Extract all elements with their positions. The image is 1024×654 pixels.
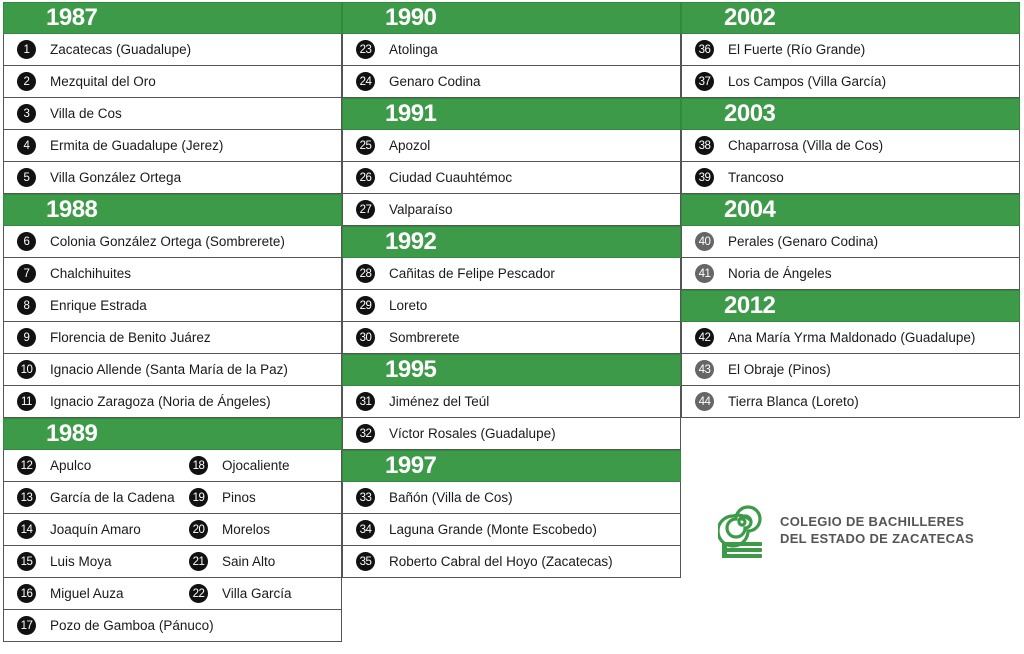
campus-entry <box>356 296 427 315</box>
table-row <box>681 354 1020 386</box>
table-row <box>342 34 681 66</box>
campus-number-badge: 6 <box>17 232 36 251</box>
campus-number-badge: 9 <box>17 328 36 347</box>
campus-name: Perales (Genaro Codina) <box>728 234 879 249</box>
campus-entry <box>695 360 831 379</box>
year-header: 1992 <box>342 226 681 258</box>
campus-number-badge: 44 <box>695 392 714 411</box>
campus-entry <box>695 264 832 283</box>
campus-entry <box>17 552 189 571</box>
campus-entry <box>695 168 784 187</box>
campus-number-badge: 26 <box>356 168 375 187</box>
campus-number-badge: 42 <box>695 328 714 347</box>
campus-number-badge: 20 <box>189 520 208 539</box>
table-row <box>342 66 681 98</box>
campus-name: Chaparrosa (Villa de Cos) <box>728 138 884 153</box>
logo-line-1: COLEGIO DE BACHILLERES <box>780 514 965 529</box>
campus-name: Miguel Auza <box>50 586 124 601</box>
year-header: 1989 <box>3 418 342 450</box>
campus-name: Ciudad Cuauhtémoc <box>389 170 513 185</box>
column-2002-2012 <box>681 2 1020 418</box>
table-row <box>681 322 1020 354</box>
campus-number-badge: 22 <box>189 584 208 603</box>
campus-name: Loreto <box>389 298 428 313</box>
campus-entry <box>17 616 214 635</box>
campus-name: Mezquital del Oro <box>50 74 156 89</box>
campus-entry <box>17 136 223 155</box>
table-row <box>3 34 342 66</box>
campus-number-badge: 35 <box>356 552 375 571</box>
year-header: 1995 <box>342 354 681 386</box>
logo-line-2: DEL ESTADO DE ZACATECAS <box>780 531 974 546</box>
campus-number-badge: 38 <box>695 136 714 155</box>
campus-entry <box>356 72 481 91</box>
campus-number-badge: 13 <box>17 488 36 507</box>
campus-entry <box>17 296 147 315</box>
campus-entry <box>695 232 878 251</box>
campus-entry <box>356 552 613 571</box>
table-row <box>3 98 342 130</box>
table-row <box>342 546 681 578</box>
campus-entry <box>189 520 270 539</box>
campus-name: García de la Cadena <box>50 490 175 505</box>
campus-number-badge: 34 <box>356 520 375 539</box>
table-row <box>3 482 342 514</box>
campus-name: Florencia de Benito Juárez <box>50 330 211 345</box>
campus-number-badge: 39 <box>695 168 714 187</box>
campus-name: Villa González Ortega <box>50 170 182 185</box>
campus-number-badge: 40 <box>695 232 714 251</box>
table-row <box>342 194 681 226</box>
campus-number-badge: 24 <box>356 72 375 91</box>
campus-name: Jiménez del Teúl <box>389 394 490 409</box>
campus-entry <box>356 264 555 283</box>
campus-entry <box>695 392 859 411</box>
year-header: 1988 <box>3 194 342 226</box>
campus-number-badge: 15 <box>17 552 36 571</box>
year-header: 1997 <box>342 450 681 482</box>
campus-name: Trancoso <box>728 170 784 185</box>
campus-name: Luis Moya <box>50 554 112 569</box>
campus-number-badge: 5 <box>17 168 36 187</box>
campus-name: Pozo de Gamboa (Pánuco) <box>50 618 214 633</box>
campus-entry <box>695 328 975 347</box>
campus-entry <box>17 168 181 187</box>
institution-logo <box>718 500 974 560</box>
campus-name: Ojocaliente <box>222 458 290 473</box>
campus-entry <box>17 328 211 347</box>
campus-name: Zacatecas (Guadalupe) <box>50 42 192 57</box>
campus-entry <box>356 392 489 411</box>
campus-name: Ana María Yrma Maldonado (Guadalupe) <box>728 330 976 345</box>
campus-name: Roberto Cabral del Hoyo (Zacatecas) <box>389 554 613 569</box>
campus-number-badge: 43 <box>695 360 714 379</box>
spiral-book-icon <box>718 500 766 560</box>
table-row <box>681 130 1020 162</box>
campus-number-badge: 25 <box>356 136 375 155</box>
campus-number-badge: 11 <box>17 392 36 411</box>
campus-number-badge: 19 <box>189 488 208 507</box>
campus-name: Víctor Rosales (Guadalupe) <box>389 426 556 441</box>
campus-name: Ignacio Zaragoza (Noria de Ángeles) <box>50 394 271 409</box>
campus-number-badge: 36 <box>695 40 714 59</box>
campus-name: Noria de Ángeles <box>728 266 832 281</box>
campus-number-badge: 30 <box>356 328 375 347</box>
campus-number-badge: 21 <box>189 552 208 571</box>
campus-number-badge: 12 <box>17 456 36 475</box>
campus-entry <box>17 488 189 507</box>
campus-entry <box>17 232 285 251</box>
campus-entry <box>17 392 271 411</box>
campus-number-badge: 7 <box>17 264 36 283</box>
table-row <box>3 546 342 578</box>
campus-number-badge: 41 <box>695 264 714 283</box>
table-row <box>342 290 681 322</box>
table-row <box>342 418 681 450</box>
campus-number-badge: 8 <box>17 296 36 315</box>
table-row <box>342 482 681 514</box>
campus-entry <box>356 168 512 187</box>
year-header: 1987 <box>3 2 342 34</box>
campus-entry <box>695 72 886 91</box>
campus-entry <box>695 40 865 59</box>
campus-entry <box>356 424 556 443</box>
campus-number-badge: 14 <box>17 520 36 539</box>
campus-number-badge: 27 <box>356 200 375 219</box>
table-row <box>3 66 342 98</box>
table-row <box>342 386 681 418</box>
campus-entry <box>356 200 453 219</box>
table-row <box>3 578 342 610</box>
campus-number-badge: 2 <box>17 72 36 91</box>
campus-entry <box>695 136 883 155</box>
table-row <box>342 130 681 162</box>
campus-entry <box>356 520 597 539</box>
campus-number-badge: 29 <box>356 296 375 315</box>
campus-name: Colonia González Ortega (Sombrerete) <box>50 234 285 249</box>
campus-number-badge: 3 <box>17 104 36 123</box>
campus-number-badge: 17 <box>17 616 36 635</box>
year-header: 1991 <box>342 98 681 130</box>
campus-number-badge: 10 <box>17 360 36 379</box>
table-row <box>3 322 342 354</box>
table-row <box>3 514 342 546</box>
campus-number-badge: 32 <box>356 424 375 443</box>
year-header: 2012 <box>681 290 1020 322</box>
campus-name: Enrique Estrada <box>50 298 147 313</box>
table-row <box>342 322 681 354</box>
campus-name: Apozol <box>389 138 431 153</box>
campus-name: Genaro Codina <box>389 74 481 89</box>
campus-name: Laguna Grande (Monte Escobedo) <box>389 522 597 537</box>
table-row <box>3 130 342 162</box>
campus-number-badge: 1 <box>17 40 36 59</box>
campus-entry <box>17 104 122 123</box>
table-row <box>3 610 342 642</box>
table-row <box>342 258 681 290</box>
year-header: 2002 <box>681 2 1020 34</box>
table-row <box>3 162 342 194</box>
campus-entry <box>189 552 275 571</box>
campus-entry <box>189 584 292 603</box>
year-header: 2004 <box>681 194 1020 226</box>
campus-name: Sombrerete <box>389 330 460 345</box>
campus-name: Villa de Cos <box>50 106 122 121</box>
table-row <box>3 354 342 386</box>
table-row <box>3 226 342 258</box>
campus-entry <box>356 136 430 155</box>
campus-name: Morelos <box>222 522 271 537</box>
campus-name: Ermita de Guadalupe (Jerez) <box>50 138 224 153</box>
campus-name: Tierra Blanca (Loreto) <box>728 394 859 409</box>
campus-number-badge: 37 <box>695 72 714 91</box>
campus-entry <box>17 264 131 283</box>
campus-name: Los Campos (Villa García) <box>728 74 887 89</box>
campus-entry <box>17 72 156 91</box>
table-row <box>681 226 1020 258</box>
column-1990-1997 <box>342 2 681 578</box>
campus-name: El Fuerte (Río Grande) <box>728 42 866 57</box>
campus-name: Chalchihuites <box>50 266 132 281</box>
campus-name: Villa García <box>222 586 292 601</box>
table-row <box>681 162 1020 194</box>
campus-number-badge: 23 <box>356 40 375 59</box>
table-row <box>681 34 1020 66</box>
campus-entry <box>189 456 290 475</box>
campus-entry <box>189 488 256 507</box>
campus-name: Ignacio Allende (Santa María de la Paz) <box>50 362 288 377</box>
campus-number-badge: 4 <box>17 136 36 155</box>
campus-name: Cañitas de Felipe Pescador <box>389 266 555 281</box>
campus-name: Valparaíso <box>389 202 453 217</box>
campus-number-badge: 18 <box>189 456 208 475</box>
table-row <box>3 290 342 322</box>
campus-name: Bañón (Villa de Cos) <box>389 490 513 505</box>
year-header: 1990 <box>342 2 681 34</box>
campus-entry <box>17 456 189 475</box>
campus-name: Atolinga <box>389 42 438 57</box>
table-row <box>342 514 681 546</box>
campus-number-badge: 16 <box>17 584 36 603</box>
campus-entry <box>356 328 460 347</box>
table-row <box>342 162 681 194</box>
campus-entry <box>356 488 513 507</box>
table-row <box>681 66 1020 98</box>
campus-number-badge: 33 <box>356 488 375 507</box>
campus-name: Apulco <box>50 458 92 473</box>
campus-number-badge: 28 <box>356 264 375 283</box>
campus-entry <box>17 360 288 379</box>
campus-entry <box>17 584 189 603</box>
year-header: 2003 <box>681 98 1020 130</box>
table-row <box>681 386 1020 418</box>
campus-name: El Obraje (Pinos) <box>728 362 831 377</box>
campus-entry <box>17 520 189 539</box>
table-row <box>681 258 1020 290</box>
campus-name: Joaquín Amaro <box>50 522 141 537</box>
column-1987-1989 <box>3 2 342 642</box>
table-row <box>3 386 342 418</box>
campus-number-badge: 31 <box>356 392 375 411</box>
table-row <box>3 258 342 290</box>
campus-entry <box>17 40 191 59</box>
table-row <box>3 450 342 482</box>
campus-name: Pinos <box>222 490 256 505</box>
campus-name: Sain Alto <box>222 554 276 569</box>
campus-entry <box>356 40 438 59</box>
